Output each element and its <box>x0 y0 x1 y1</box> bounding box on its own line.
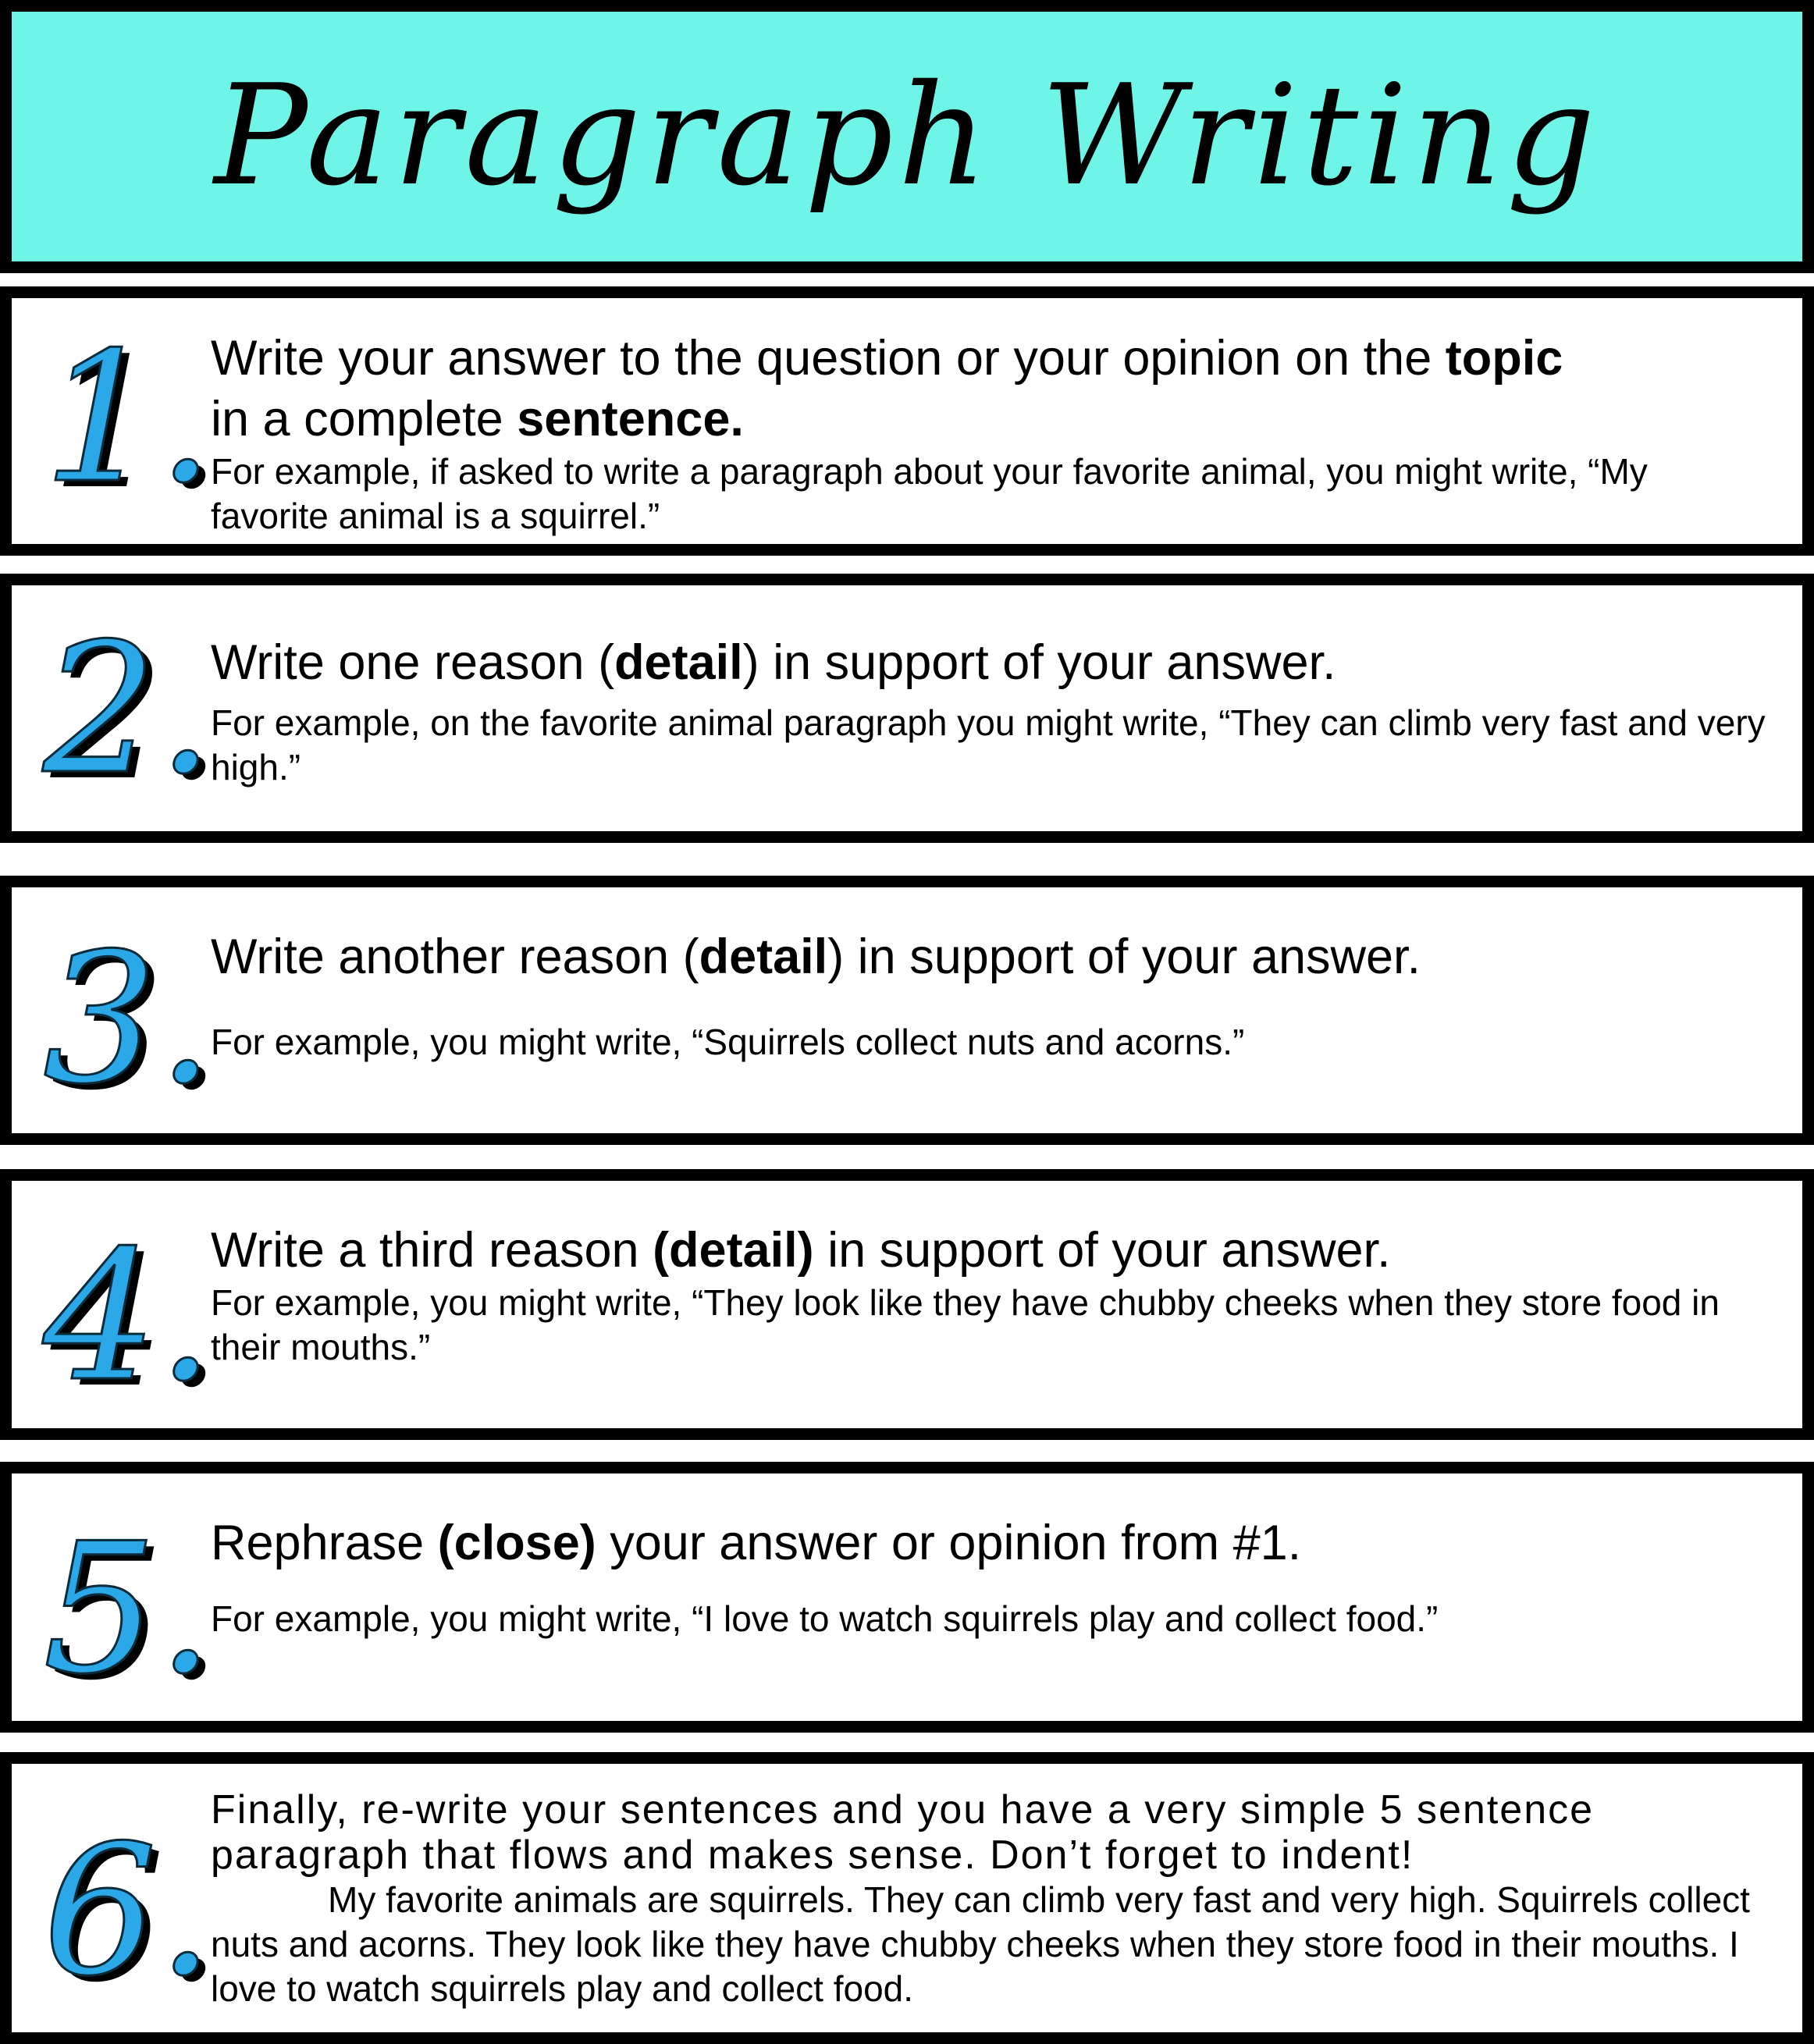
step-4-content <box>211 1220 1767 1370</box>
step-4-example: For example, you might write, “They look like they have chubby cheeks when they store food in their mouths.” <box>211 1282 1720 1367</box>
step-4-number: 4. <box>43 1213 215 1421</box>
step-1-heading-keyword-2: sentence. <box>517 392 744 446</box>
step-4-panel <box>0 1169 1814 1440</box>
title-banner <box>0 0 1814 273</box>
step-5-heading <box>211 1513 1767 1573</box>
step-1-panel <box>0 286 1814 556</box>
step-6-number: 6. <box>43 1808 215 2016</box>
step-3-heading-text: Write another reason ( <box>211 930 699 984</box>
step-2-content <box>211 632 1767 790</box>
step-1-number: 1. <box>43 315 215 523</box>
step-4-heading-text: Write a third reason <box>211 1223 653 1278</box>
step-5-panel <box>0 1462 1814 1733</box>
step-3-heading-keyword: detail <box>699 930 828 984</box>
step-2-example: For example, on the favorite animal paragraph you might write, “They can climb very fast and very high.” <box>211 702 1766 787</box>
step-1-heading-text-2: in a complete <box>211 392 518 446</box>
step-2-heading-text-2: ) in support of your answer. <box>742 635 1336 690</box>
step-1-content <box>211 328 1767 539</box>
step-2-heading-text: Write one reason ( <box>211 635 615 690</box>
step-3-example: For example, you might write, “Squirrels collect nuts and acorns.” <box>211 1022 1245 1062</box>
step-4-heading <box>211 1220 1767 1281</box>
step-6-panel <box>0 1752 1814 2044</box>
step-3-heading <box>211 926 1767 987</box>
step-1-heading-keyword: topic <box>1445 331 1563 386</box>
step-6-content <box>211 1787 1767 2011</box>
step-5-heading-text-2: your answer or opinion from #1. <box>596 1516 1302 1570</box>
page-title: Paragraph Writing <box>214 55 1600 216</box>
step-1-heading <box>211 328 1767 450</box>
step-2-number: 2. <box>43 606 215 814</box>
step-6-example-paragraph: My favorite animals are squirrels. They can climb very fast and very high. Squirrels collect nuts and acorns. They look like they have chubby cheeks when they store food in their mouths. I love to watch squirrels play and collect food. <box>211 1879 1750 2009</box>
step-3-number: 3. <box>43 915 215 1124</box>
step-2-heading-keyword: detail <box>614 635 743 690</box>
step-2-panel <box>0 574 1814 843</box>
step-6-heading: Finally, re-write your sentences and you have a very simple 5 sentence paragraph that flows and makes sense. Don’t forget to indent! <box>211 1787 1595 1878</box>
step-1-example: For example, if asked to write a paragraph about your favorite animal, you might write, “My favorite animal is a squirrel.” <box>211 451 1648 536</box>
step-5-content <box>211 1513 1767 1641</box>
step-5-heading-text: Rephrase <box>211 1516 438 1570</box>
step-3-heading-text-2: ) in support of your answer. <box>827 930 1421 984</box>
step-5-number: 5. <box>43 1505 215 1714</box>
step-3-panel <box>0 876 1814 1145</box>
step-2-heading <box>211 632 1767 693</box>
step-5-heading-keyword: (close) <box>437 1516 596 1570</box>
step-5-example: For example, you might write, “I love to watch squirrels play and collect food.” <box>211 1598 1439 1639</box>
step-1-heading-text: Write your answer to the question or your opinion on the <box>211 331 1446 386</box>
step-4-heading-text-2: in support of your answer. <box>813 1223 1391 1278</box>
step-3-content <box>211 926 1767 1065</box>
step-4-heading-keyword: (detail) <box>653 1223 814 1278</box>
